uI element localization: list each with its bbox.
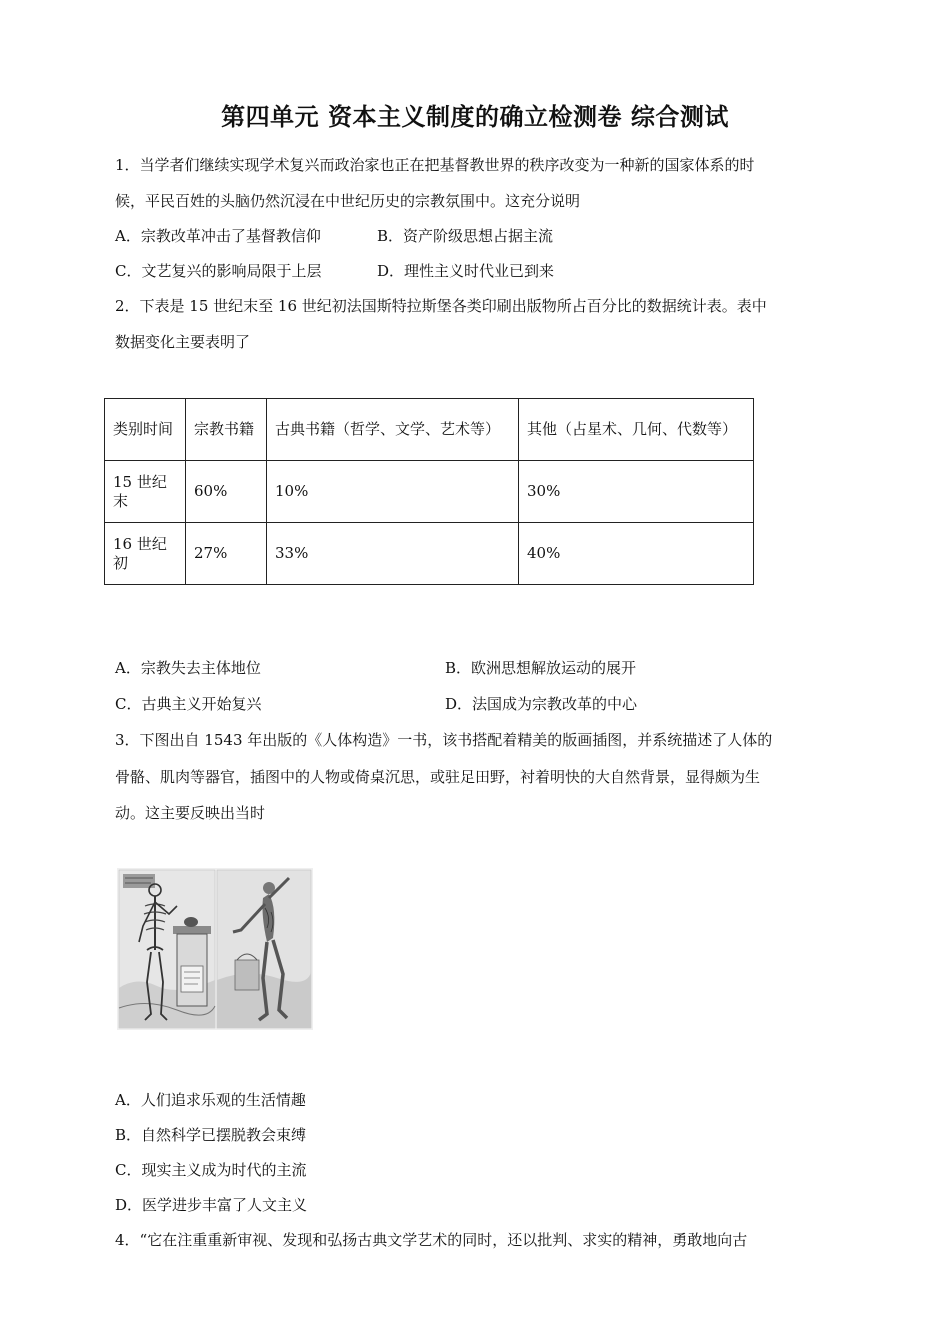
table-cell: 15 世纪末 (105, 461, 186, 523)
table-row (105, 461, 754, 523)
q2-option-d[interactable]: D．法国成为宗教改革的中心 (445, 695, 638, 713)
q3-stem-line-2: 骨骼、肌肉等器官，插图中的人物或倚桌沉思，或驻足田野，衬着明快的大自然背景，显得颇为生 (115, 768, 761, 786)
q1-option-b[interactable]: B．资产阶级思想占据主流 (377, 227, 554, 245)
q4-stem-line-1: 4．“它在注重重新审视、发现和弘扬古典文学艺术的同时，还以批判、求实的精神，勇敢地向古 (115, 1231, 748, 1249)
q1-stem-line-2: 候，平民百姓的头脑仍然沉浸在中世纪历史的宗教氛围中。这充分说明 (115, 192, 581, 210)
table-header-row (105, 399, 754, 461)
table-cell: 40% (519, 523, 754, 585)
anatomy-engraving-illustration (117, 868, 313, 1030)
table-cell: 27% (186, 523, 267, 585)
q3-option-d[interactable]: D．医学进步丰富了人文主义 (115, 1196, 308, 1214)
page-title: 第四单元 资本主义制度的确立检测卷 综合测试 (221, 103, 729, 131)
q2-option-c[interactable]: C．古典主义开始复兴 (115, 695, 262, 713)
q2-option-a[interactable]: A．宗教失去主体地位 (115, 659, 261, 677)
table-row (105, 523, 754, 585)
table-cell: 30% (519, 461, 754, 523)
q3-option-c[interactable]: C．现实主义成为时代的主流 (115, 1161, 307, 1179)
table-cell: 16 世纪初 (105, 523, 186, 585)
table-header-cell: 宗教书籍 (186, 399, 267, 461)
q3-stem-line-1: 3．下图出自 1543 年出版的《人体构造》一书，该书搭配着精美的版画插图，并系统描述了人体的 (115, 731, 773, 749)
q3-option-a[interactable]: A．人们追求乐观的生活情趣 (115, 1091, 306, 1109)
q3-stem-line-3: 动。这主要反映出当时 (115, 804, 266, 822)
q1-stem-line-1: 1．当学者们继续实现学术复兴而政治家也正在把基督教世界的秩序改变为一种新的国家体系的时 (115, 156, 755, 174)
q2-stem-line-1: 2．下表是 15 世纪末至 16 世纪初法国斯特拉斯堡各类印刷出版物所占百分比的数据统计表。表中 (115, 297, 767, 315)
q2-option-b[interactable]: B．欧洲思想解放运动的展开 (445, 659, 637, 677)
table-cell: 33% (267, 523, 519, 585)
q3-option-b[interactable]: B．自然科学已摆脱教会束缚 (115, 1126, 307, 1144)
table-header-cell: 其他（占星术、几何、代数等） (519, 399, 754, 461)
q1-option-c[interactable]: C．文艺复兴的影响局限于上层 (115, 262, 322, 280)
table-cell: 60% (186, 461, 267, 523)
print-statistics-table (104, 398, 754, 585)
table-cell: 10% (267, 461, 519, 523)
q2-stem-line-2: 数据变化主要表明了 (115, 333, 251, 351)
q1-option-d[interactable]: D．理性主义时代业已到来 (377, 262, 555, 280)
q1-option-a[interactable]: A．宗教改革冲击了基督教信仰 (115, 227, 321, 245)
table-header-cell: 古典书籍（哲学、文学、艺术等） (267, 399, 519, 461)
table-header-cell: 类别时间 (105, 399, 186, 461)
